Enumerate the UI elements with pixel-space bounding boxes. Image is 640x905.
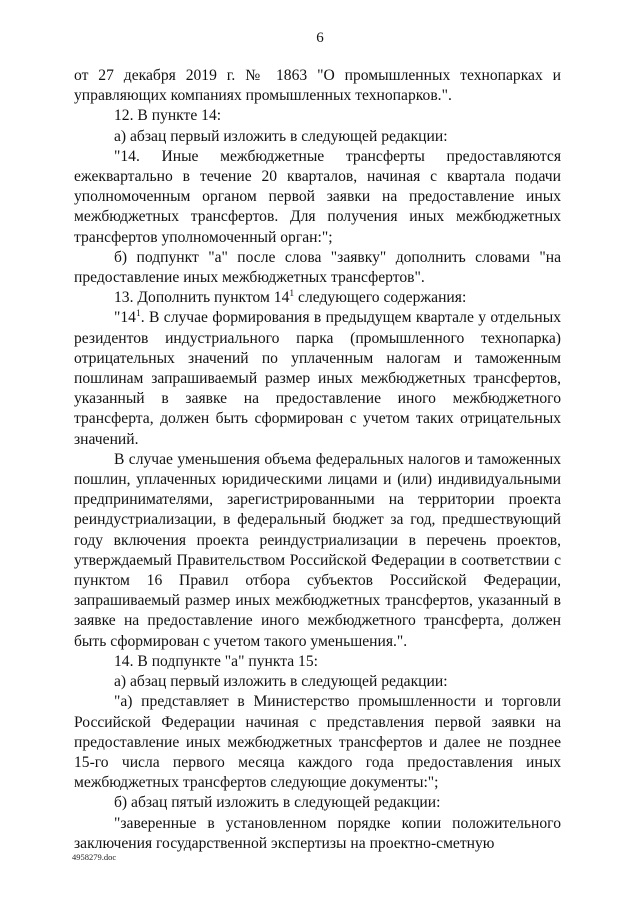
paragraph-quote-a: "а) представляет в Министерство промышленности и торговли Российской Федерации начиная с представления первой заявки на предоставление иных межбюджетных трансфертов и далее не позднее 15-го числа первого месяца каждого года предоставления иных межбюджетных трансфертов следующие документы:"; xyxy=(74,693,561,792)
paragraph-item-13: 13. Дополнить пунктом $14^1$ следующего содержания: xyxy=(114,289,467,307)
superscript: 1 xyxy=(135,309,141,320)
document-body xyxy=(74,66,561,854)
paragraph-subitem-b: б) подпункт "а" после слова "заявку" дополнить словами "на предоставление иных межбюджетных трансфертов". xyxy=(74,248,561,287)
paragraph-quote-14-1: "$14^1$. В случае формирования в предыдущем квартале у отдельных резидентов индустриального парка (промышленного технопарка) отрицательных значений по уплаченным налогам и таможенным пошлинам запрашиваемый размер иных межбюджетных трансфертов, указанный в заявке на предоставление иного межбюджетного трансферта, должен быть сформирован с учетом таких отрицательных значений. xyxy=(74,309,561,448)
superscript: 1 xyxy=(289,289,295,300)
paragraph-item-14: 14. В подпункте "а" пункта 15: xyxy=(114,652,318,670)
paragraph-continuation: от 27 декабря 2019 г. № 1863 "О промышленных технопарках и управляющих компаниях промышленных технопарков.". xyxy=(74,67,561,105)
paragraph-reduction-case: В случае уменьшения объема федеральных налогов и таможенных пошлин, уплаченных юридическими лицами и (или) индивидуальными предпринимателями, зарегистрированными на территории проекта реиндустриализации, в федеральный бюджет за год, предшествующий году включения проекта реиндустриализации в перечень проектов, утверждаемый Правительством Российской Федерации в соответствии с пунктом 16 Правил отбора субъектов Российской Федерации, запрашиваемый размер иных межбюджетных трансфертов, указанный в заявке на предоставление иного межбюджетного трансферта, должен быть сформирован с учетом такого уменьшения.". xyxy=(74,450,561,650)
paragraph-quote-certified-copies: "заверенные в установленном порядке копии положительного заключения государственной экспертизы на проектно-сметную xyxy=(74,814,561,852)
paragraph-subitem-a: а) абзац первый изложить в следующей редакции: xyxy=(114,127,448,145)
paragraph-subitem-b: б) абзац пятый изложить в следующей редакции: xyxy=(114,794,441,812)
paragraph-item-12: 12. В пункте 14: xyxy=(114,107,222,125)
paragraph-quote-14: "14. Иные межбюджетные трансферты предоставляются ежеквартально в течение 20 кварталов, начиная с квартала подачи уполномоченным органом первой заявки на предоставление иных межбюджетных трансфертов. Для получения иных межбюджетных трансфертов уполномоченный орган:"; xyxy=(74,147,561,246)
page-number: 6 xyxy=(316,30,324,46)
paragraph-subitem-a: а) абзац первый изложить в следующей редакции: xyxy=(114,673,448,691)
document-code: 4958279.doc xyxy=(72,852,117,862)
